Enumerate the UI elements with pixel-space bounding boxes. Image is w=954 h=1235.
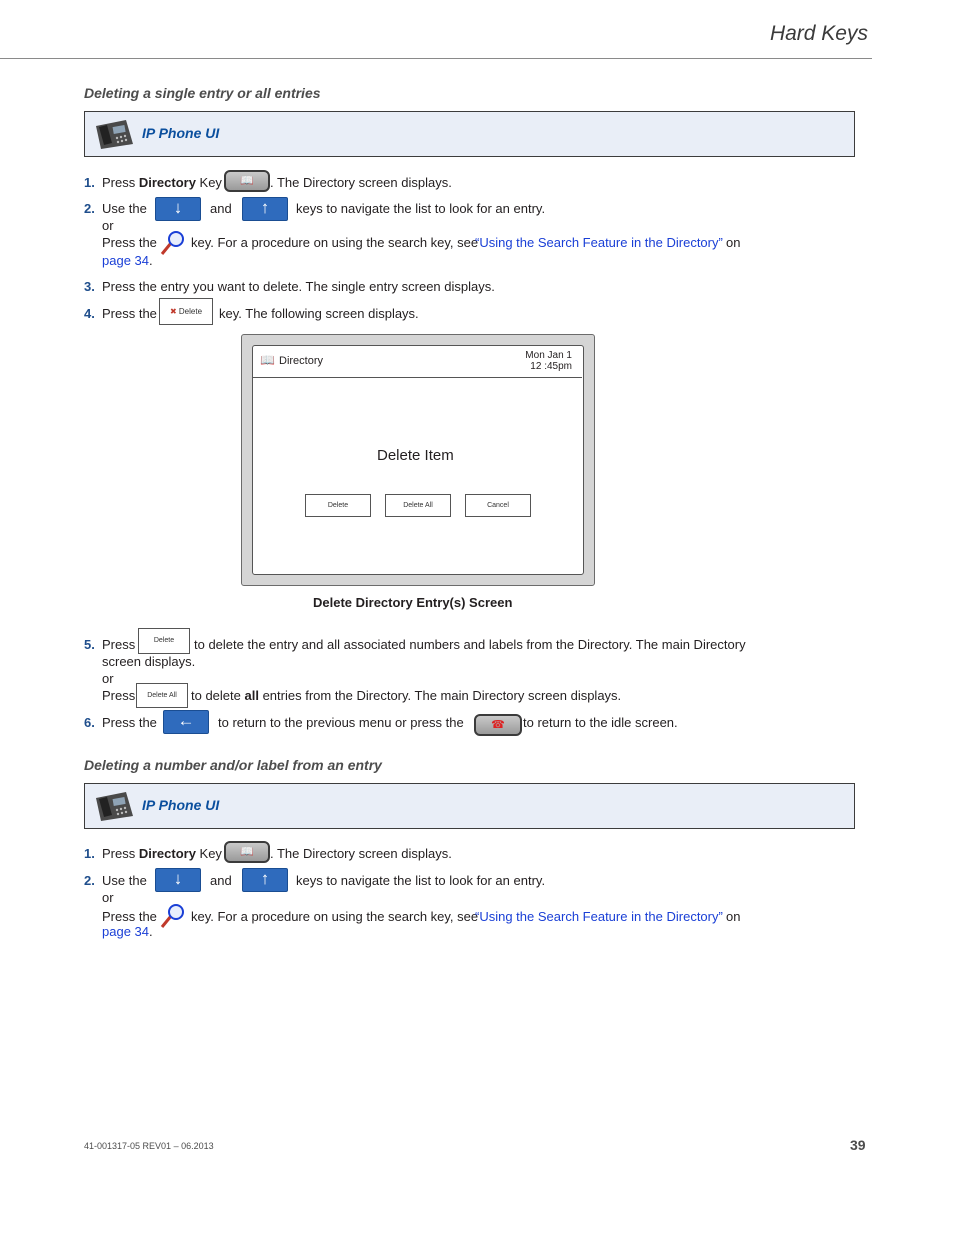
ip-phone-ui-label: IP Phone UI: [142, 125, 220, 141]
step-text: key. For a procedure on using the search key, see: [191, 235, 479, 250]
step-text: to delete the entry and all associated numbers and labels from the Directory. The main Directory: [194, 637, 746, 652]
arrow-down-icon: ↓: [173, 198, 183, 217]
step-text: . The Directory screen displays.: [270, 846, 452, 861]
step-text: and: [210, 873, 232, 888]
step-number: 2.: [84, 201, 95, 216]
step-text: keys to navigate the list to look for an entry.: [296, 201, 546, 216]
step-text: Press the entry you want to delete. The single entry screen displays.: [102, 279, 495, 294]
step-text: on: [726, 909, 741, 924]
step-text: Use the: [102, 201, 147, 216]
step-text: Press the: [102, 909, 157, 924]
screen-cancel-button[interactable]: Cancel: [465, 494, 531, 517]
step-number: 6.: [84, 715, 95, 730]
book-icon: 📖: [260, 353, 275, 367]
magnifier-icon[interactable]: [160, 230, 186, 256]
arrow-up-icon: ↑: [260, 198, 270, 217]
down-arrow-key[interactable]: [155, 868, 201, 892]
step-text: Use the: [102, 873, 147, 888]
screen-title: Directory: [279, 355, 324, 367]
step-number: 5.: [84, 637, 95, 652]
book-icon: 📖: [240, 175, 254, 187]
delete-softkey[interactable]: [159, 298, 213, 325]
screen-delete-button[interactable]: Delete: [305, 494, 371, 517]
section-title: Deleting a number and/or label from an entry: [84, 757, 382, 773]
ip-phone-ui-label: IP Phone UI: [142, 797, 220, 813]
screen-delete-all-button[interactable]: Delete All: [385, 494, 451, 517]
search-feature-link[interactable]: “Using the Search Feature in the Directory”: [475, 235, 723, 250]
delete-softkey[interactable]: Delete: [138, 628, 190, 654]
page-34-link[interactable]: page 34: [102, 924, 149, 939]
screen-date: Mon Jan 1: [525, 350, 572, 361]
arrow-up-icon: ↑: [260, 869, 270, 888]
step-text: Press: [102, 688, 136, 703]
figure-caption: Delete Directory Entry(s) Screen: [313, 595, 513, 610]
step-text: Press the: [102, 715, 157, 730]
magnifier-icon[interactable]: [160, 903, 186, 929]
delete-softkey-label: Delete: [178, 307, 203, 316]
down-arrow-key[interactable]: [155, 197, 201, 221]
arrow-left-icon: ←: [177, 711, 195, 730]
page-header-title: Hard Keys: [769, 22, 868, 45]
ip-phone-ui-banner: [84, 783, 855, 829]
step-text: key. For a procedure on using the search key, see: [191, 909, 479, 924]
section-title: Deleting a single entry or all entries: [84, 85, 321, 101]
step-text-or: or: [102, 671, 114, 686]
page-34-link[interactable]: page 34: [102, 253, 149, 268]
desk-phone-icon: [93, 790, 135, 822]
step-text: on: [726, 235, 741, 250]
step-text: Press: [102, 637, 136, 652]
header-rule: [0, 58, 872, 59]
step-text: to return to the previous menu or press the: [218, 715, 464, 730]
directory-key[interactable]: [224, 170, 270, 192]
step-text: Press the: [102, 306, 157, 321]
arrow-down-icon: ↓: [173, 869, 183, 888]
phone-screen-header: [252, 345, 582, 378]
ip-phone-ui-banner: [84, 111, 855, 157]
trash-icon: ✖: [169, 307, 177, 316]
up-arrow-key[interactable]: [242, 197, 288, 221]
step-text: Press Directory Key: [102, 175, 222, 190]
screen-message: Delete Item: [377, 447, 454, 464]
step-number: 4.: [84, 306, 95, 321]
period: .: [149, 253, 153, 268]
step-text: Press the: [102, 235, 157, 250]
step-text: key. The following screen displays.: [219, 306, 419, 321]
step-text: screen displays.: [102, 654, 196, 669]
desk-phone-icon: [93, 118, 135, 150]
delete-all-softkey[interactable]: Delete All: [136, 683, 188, 708]
handset-icon: ☎: [491, 719, 505, 731]
search-feature-link[interactable]: “Using the Search Feature in the Directory”: [475, 909, 723, 924]
book-icon: 📖: [240, 846, 254, 858]
back-arrow-key[interactable]: [163, 710, 209, 734]
step-text: . The Directory screen displays.: [270, 175, 452, 190]
screen-time: 12 :45pm: [530, 361, 572, 372]
period: .: [149, 924, 153, 939]
up-arrow-key[interactable]: [242, 868, 288, 892]
step-text-or: or: [102, 218, 114, 233]
step-number: 2.: [84, 873, 95, 888]
step-text: to return to the idle screen.: [523, 715, 678, 730]
step-text: and: [210, 201, 232, 216]
step-text: Press Directory Key: [102, 846, 222, 861]
goodbye-key[interactable]: [474, 714, 522, 736]
document-id: 41-001317-05 REV01 – 06.2013: [84, 1141, 214, 1151]
page-number: 39: [850, 1137, 866, 1153]
step-text: to delete all entries from the Directory. The main Directory screen displays.: [191, 688, 622, 703]
step-number: 1.: [84, 846, 95, 861]
step-text-or: or: [102, 890, 114, 905]
step-text: keys to navigate the list to look for an entry.: [296, 873, 546, 888]
directory-key[interactable]: [224, 841, 270, 863]
step-number: 1.: [84, 175, 95, 190]
step-number: 3.: [84, 279, 95, 294]
